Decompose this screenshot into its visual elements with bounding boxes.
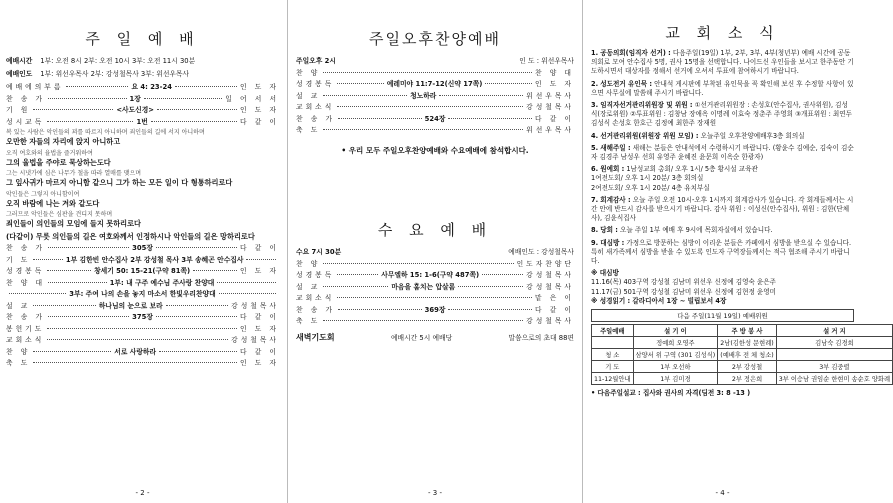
wednesday-leader: 예배인도 : 강성철목사 bbox=[508, 248, 574, 256]
table-cell: 2남(김한성 문현례) bbox=[718, 337, 777, 349]
news-item-text: 1남성교회 총회/ 오후 1시/ 5층 황시설 교육관 1여전도회/ 오후 1시 20분/ 3층 회의실 2여전도회/ 오후 1시 20분/ 4층 유치부실 bbox=[591, 165, 758, 192]
order-row bbox=[296, 306, 574, 316]
order-item-label: 설 교 bbox=[296, 91, 321, 100]
dotted-leader bbox=[33, 362, 237, 363]
order-item-leader: 강성철목사 bbox=[231, 301, 279, 310]
order-row bbox=[6, 336, 279, 346]
table-cell bbox=[776, 349, 892, 361]
column-divider bbox=[287, 0, 288, 503]
dotted-leader bbox=[166, 305, 229, 306]
responsive-line: 오직 여호와의 율법을 즐거워하여 bbox=[6, 149, 93, 157]
order-item-leader: 인 도 자 bbox=[239, 267, 280, 275]
order-item-leader: 일 어 서 서 bbox=[225, 94, 280, 103]
order-item-content: 창세기 50: 15-21(구약 81쪽) bbox=[94, 267, 191, 275]
news-item bbox=[591, 49, 854, 77]
dotted-leader bbox=[159, 351, 237, 352]
bible-reading: ※ 성경읽기 : 갈라디아서 1장 ~ 빌립보서 4장 bbox=[591, 296, 727, 305]
dotted-leader bbox=[217, 282, 276, 283]
table-cell: 2부 강성철 bbox=[718, 361, 777, 373]
visit-schedule bbox=[591, 278, 854, 296]
dawn-prayer-info: 예배시간 5시 예배당 bbox=[390, 333, 453, 342]
order-of-worship bbox=[6, 83, 279, 127]
dotted-leader bbox=[47, 339, 228, 340]
dotted-leader bbox=[156, 316, 237, 317]
dotted-leader bbox=[485, 83, 532, 84]
news-item-text: 안내석 게시판에 부착된 유인묵을 꼭 확인해 보신 후 수정할 사항이 있으면 사무실에 말씀해 주시기 바랍니다. bbox=[591, 79, 854, 97]
dotted-leader bbox=[48, 247, 129, 248]
news-item-number: 8. bbox=[591, 226, 599, 235]
news-item-number: 1. bbox=[591, 49, 599, 57]
order-item-leader: 다 같 이 bbox=[239, 313, 280, 321]
dotted-leader bbox=[337, 297, 532, 298]
order-item-leader: 강성철목사 bbox=[526, 317, 574, 325]
news-item bbox=[591, 144, 854, 162]
order-item-leader: 강성철목사 bbox=[526, 103, 574, 111]
visit-line: 11.17(금) 501구역 강성철 김남미 위선우 신정예 김현정 윤영미 bbox=[591, 287, 777, 296]
news-list bbox=[591, 49, 854, 266]
table-cell: 2부 정은희 bbox=[718, 373, 777, 385]
wednesday-time: 수요 7시 30분 bbox=[296, 248, 342, 256]
order-item-label: 성경봉독 bbox=[296, 80, 335, 88]
order-item-leader: 인 도 자 bbox=[239, 359, 279, 367]
dotted-leader bbox=[9, 293, 66, 294]
order-item-content: 524장 bbox=[424, 114, 446, 123]
order-item-content: 하나님의 눈으로 보라 bbox=[98, 301, 163, 310]
responsive-line: 그의 율법을 주야로 묵상하는도다 bbox=[6, 157, 111, 167]
table-cell: 1부 오선하 bbox=[633, 361, 718, 373]
wednesday-order bbox=[296, 260, 574, 327]
news-item-number: 9. bbox=[591, 238, 599, 247]
dotted-leader bbox=[157, 109, 237, 110]
table-cell: 청 소 bbox=[592, 349, 634, 361]
news-item-heading: 공동의회(임직자 선거) : bbox=[600, 49, 671, 57]
dotted-leader bbox=[156, 247, 237, 248]
order-item-label: 축 도 bbox=[296, 317, 321, 325]
news-item-text: 새해는 분들은 안내석에서 수령하시기 바랍니다. (황윤수 김예순, 김숙이 김순자 김경주 남성우 선희 유영주 윤혜진 윤문희 이옥순 한광자) bbox=[591, 143, 854, 162]
order-item-label: 찬 송 가 bbox=[6, 244, 46, 252]
table-cell: 1부 김미경 bbox=[633, 373, 718, 385]
page-4-church-news bbox=[585, 0, 891, 503]
order-row bbox=[296, 69, 574, 79]
visit-line: 11.16(목) 403구역 강성철 김남미 위선우 신정예 김영숙 윤은주 bbox=[591, 278, 777, 287]
dotted-leader bbox=[175, 86, 237, 87]
afternoon-service-title: 주일오후찬양예배 bbox=[369, 30, 501, 48]
order-item-label: 축 도 bbox=[296, 126, 321, 134]
dotted-leader bbox=[323, 95, 407, 96]
news-item bbox=[591, 239, 854, 267]
news-item-heading: 대심방 : bbox=[600, 238, 625, 247]
order-item-content: 요 4: 23-24 bbox=[131, 83, 172, 91]
visit-title: ※ 대심방 bbox=[591, 269, 619, 278]
dotted-leader bbox=[323, 286, 388, 287]
table-cell: 3부 김중렬 bbox=[776, 361, 892, 373]
dotted-leader bbox=[338, 118, 422, 119]
order-item-leader: 인도자찬양단 bbox=[516, 259, 574, 268]
news-item bbox=[591, 132, 854, 141]
responsive-line: 오만한 자들의 자리에 앉지 아니하고 bbox=[6, 137, 121, 146]
news-item-number: 5. bbox=[591, 143, 599, 152]
dotted-leader bbox=[47, 270, 91, 271]
order-item-content: 1부 김한빈 안수집사 2부 강성철 목사 3부 송혜곤 안수집사 bbox=[65, 255, 244, 264]
order-item-leader: 찬 양 대 bbox=[534, 68, 574, 77]
order-item-label: 설 교 bbox=[6, 301, 31, 310]
order-row bbox=[296, 92, 574, 102]
order-item-leader: 위선우목사 bbox=[526, 91, 574, 100]
order-item-leader: 인 도 자 bbox=[534, 80, 575, 88]
dotted-leader bbox=[193, 270, 237, 271]
news-item-text: 가정으로 방문하는 심방이 이리운 분들은 카페에서 심방을 받으실 수 있습니다. 특히 새가족께서 심방을 받을 수 있도록 인도자 구역장들께서는 적극 협조해 주시기 바랍니다. bbox=[591, 238, 852, 266]
order-row bbox=[6, 313, 279, 323]
responsive-line: 죄인들이 의인들의 모임에 들지 못하리로다 bbox=[6, 219, 141, 228]
order-item-leader: 강성철목사 bbox=[526, 271, 574, 279]
page-number: - 4 - bbox=[715, 489, 730, 497]
order-row bbox=[6, 267, 279, 277]
order-item-leader: 인 도 자 bbox=[239, 83, 280, 91]
dotted-leader bbox=[439, 95, 523, 96]
order-item-leader: 인 도 자 bbox=[239, 106, 280, 114]
news-item bbox=[591, 165, 854, 193]
order-item-label: 축 도 bbox=[6, 359, 31, 367]
dotted-leader bbox=[33, 351, 111, 352]
afternoon-leader: 인 도 : 위선우목사 bbox=[519, 57, 574, 65]
news-item-number: 2. bbox=[591, 79, 599, 88]
page-number: - 3 - bbox=[428, 489, 442, 497]
order-row bbox=[296, 126, 574, 136]
dotted-leader bbox=[323, 72, 532, 73]
dotted-leader bbox=[337, 83, 384, 84]
order-item-leader: 다 같 이 bbox=[239, 244, 280, 252]
dotted-leader bbox=[48, 282, 107, 283]
order-of-worship-2 bbox=[6, 244, 279, 369]
order-item-content: 1번 bbox=[136, 117, 148, 126]
dotted-leader bbox=[33, 305, 96, 306]
dotted-leader bbox=[246, 259, 276, 260]
order-row bbox=[6, 325, 279, 335]
dotted-leader bbox=[448, 309, 532, 310]
order-row bbox=[6, 106, 279, 116]
order-row bbox=[6, 256, 279, 266]
order-item-label: 기 원 bbox=[6, 106, 31, 114]
order-row bbox=[296, 283, 574, 293]
order-item-leader: 위선우목사 bbox=[526, 126, 574, 134]
news-item-heading: 성도전거 유인묵 : bbox=[600, 79, 653, 88]
order-item-leader: 다 같 이 bbox=[534, 305, 575, 314]
dotted-leader bbox=[144, 98, 222, 99]
dotted-leader bbox=[323, 320, 523, 321]
page-number: - 2 - bbox=[135, 489, 150, 497]
order-item-content: 청노하라 bbox=[410, 91, 437, 100]
order-item-leader: 다 같 이 bbox=[239, 347, 279, 356]
news-item bbox=[591, 101, 854, 129]
order-row bbox=[296, 294, 574, 304]
order-row bbox=[6, 359, 279, 369]
news-item-text: 오늘 주일 1부 예배 후 9시에 목회자실에서 있습니다. bbox=[619, 226, 773, 235]
order-item-content: 1장 bbox=[129, 94, 141, 103]
order-item-label: 찬 송 가 bbox=[296, 114, 336, 123]
news-item-heading: 선거관리위원(위원장 위원 모임) : bbox=[600, 131, 699, 140]
dotted-leader bbox=[323, 263, 513, 264]
order-row bbox=[6, 279, 279, 289]
dotted-leader bbox=[219, 293, 276, 294]
table-cell: 정예희 오영주 bbox=[633, 337, 718, 349]
responsive-line: 그 잎사귀가 마르지 아니함 같으니 그가 하는 모든 일이 다 형통하리로다 bbox=[6, 178, 233, 187]
order-item-label: 설 교 bbox=[296, 282, 321, 291]
table-cell: 주일예배 bbox=[592, 325, 634, 337]
order-item-label: 예배에의부름 bbox=[6, 83, 64, 91]
order-item-label: 봉헌기도 bbox=[6, 324, 45, 333]
next-week-header: 다음 주일(11월 19일) 예배위원 bbox=[591, 309, 854, 322]
table-row bbox=[592, 337, 893, 349]
order-item-leader: 맡 은 이 bbox=[534, 294, 574, 302]
news-item-heading: 원예회 : bbox=[600, 165, 625, 174]
church-news-title: 교 회 소 식 bbox=[665, 24, 780, 42]
order-item-content: 375장 bbox=[132, 313, 153, 321]
table-row bbox=[592, 349, 893, 361]
attendance-note: • 우리 모두 주일오후찬양예배와 수요예배에 참석합시다. bbox=[341, 145, 529, 155]
table-cell: 주 방 봉 사 bbox=[718, 325, 777, 337]
table-cell: 기 도 bbox=[592, 361, 634, 373]
dotted-leader bbox=[151, 121, 237, 122]
afternoon-order bbox=[296, 69, 574, 136]
order-item-content: 마음을 훔치는 압살롬 bbox=[391, 282, 456, 291]
order-item-content: 예레미야 11:7-12(신약 17쪽) bbox=[386, 80, 483, 88]
dotted-leader bbox=[47, 121, 133, 122]
news-item-number: 3. bbox=[591, 101, 599, 110]
news-item-text: 다음주일(19일) 1부, 2부, 3부, 4부(청년부) 예배 시간에 공동의회로 모여 안수집사 5명, 권사 15명을 선택합니다. 나이드신 우인들을 보시고 한주동안 기도하시면서 대상자를 정해서 선거에 오셔서 투표에 참여하시기 바랍니다. bbox=[591, 49, 854, 76]
table-cell bbox=[592, 337, 634, 349]
dotted-leader bbox=[337, 274, 378, 275]
service-time-text: 1부: 오전 8시 2부: 오전 10시 3부: 오전 11시 30분 bbox=[40, 57, 196, 65]
order-item-label: 찬 송 가 bbox=[296, 305, 336, 314]
sunday-service-title: 주 일 예 배 bbox=[85, 30, 200, 48]
dotted-leader bbox=[66, 86, 128, 87]
order-item-label: 찬 양 대 bbox=[6, 278, 46, 287]
order-item-content: 305장 bbox=[132, 244, 153, 252]
page-2-sunday-service bbox=[0, 0, 285, 503]
order-item-content: 369장 bbox=[424, 305, 446, 314]
order-item-label: 기 도 bbox=[6, 255, 31, 264]
order-row bbox=[6, 95, 279, 105]
order-item-label: 교회소식 bbox=[6, 336, 45, 344]
service-time-row bbox=[6, 70, 279, 80]
order-row bbox=[6, 244, 279, 254]
dotted-leader bbox=[33, 259, 63, 260]
table-cell: 삼양서 위 구역 (301 김성식) bbox=[633, 349, 718, 361]
dotted-leader bbox=[482, 274, 523, 275]
order-item-content: <사도신경> bbox=[116, 106, 154, 114]
news-item-text: 오늘 주일 오전 10시-오후 1시까지 회계감사가 있습니다. 각 회계들께서는 시간 안에 반드시 감사를 받으시기 바랍니다. 감사 위원 : 이성신(안수집사), 위원 : 김한(단체사), 김윤식집사 bbox=[591, 195, 854, 223]
news-item bbox=[591, 226, 854, 235]
order-row bbox=[296, 80, 574, 90]
table-row bbox=[592, 373, 893, 385]
table-cell: 3부 이승남 권임순 한현미 송순호 양화례 bbox=[776, 373, 892, 385]
responsive-line: 오직 바람에 나는 겨와 같도다 bbox=[6, 198, 100, 208]
order-item-label: 찬 송 가 bbox=[6, 94, 46, 103]
table-cell: 김남숙 김경희 bbox=[776, 337, 892, 349]
order-row bbox=[6, 83, 279, 93]
news-item-text: 오늘주일 오후찬양예배후3층 회의실 bbox=[700, 131, 805, 140]
next-sermon: • 다음주일설교 : 집사와 권사의 자격(딤전 3: 8 -13 ) bbox=[591, 389, 751, 398]
news-item-heading: 회계감사 : bbox=[600, 195, 631, 204]
order-item-label: 찬 양 bbox=[296, 259, 321, 268]
order-row bbox=[296, 317, 574, 327]
dotted-leader bbox=[48, 98, 126, 99]
order-item-label: 찬 양 bbox=[6, 347, 31, 356]
dotted-leader bbox=[323, 129, 523, 130]
news-item bbox=[591, 196, 854, 224]
responsive-line: 그는 시냇가에 심은 나무가 철을 따라 열매를 맺으며 bbox=[6, 170, 142, 177]
order-row bbox=[6, 302, 279, 312]
dotted-leader bbox=[458, 286, 523, 287]
table-cell: (예배후 전 체 청소) bbox=[718, 349, 777, 361]
news-item-number: 7. bbox=[591, 195, 599, 204]
order-item-leader: 다 같 이 bbox=[239, 117, 279, 126]
service-time-label: 예배인도 bbox=[6, 69, 33, 78]
responsive-line: 복 있는 사람은 악인들의 꾀를 따르지 아니하며 죄인들의 길에 서지 아니하며 bbox=[6, 129, 205, 136]
dotted-leader bbox=[48, 316, 129, 317]
table-cell: 11-12월안내 bbox=[592, 373, 634, 385]
order-row bbox=[296, 260, 574, 270]
order-row bbox=[6, 290, 279, 300]
order-item-content: 3부: 주여 나의 손을 놓지 마소서 한빛우리찬양대 bbox=[69, 290, 216, 298]
responsive-line: (다같이) 무릇 의인들의 길은 여호와께서 인정하시나 악인들의 길은 망하리로다 bbox=[6, 231, 255, 241]
order-item-label: 교회소식 bbox=[296, 294, 335, 302]
order-item-label: 찬 양 bbox=[296, 68, 321, 77]
wednesday-service-title: 수 요 예 배 bbox=[377, 221, 493, 239]
order-item-content: 서로 사랑하라 bbox=[114, 347, 157, 356]
dotted-leader bbox=[338, 309, 422, 310]
service-times bbox=[6, 57, 279, 79]
responsive-line: 그러므로 악인들은 심판을 견디지 못하며 bbox=[6, 211, 113, 218]
service-time-label: 예배시간 bbox=[6, 57, 33, 65]
order-item-leader: 강성철목사 bbox=[526, 282, 574, 291]
responsive-line: 악인들은 그렇지 아니함이여 bbox=[6, 190, 80, 198]
table-row bbox=[592, 361, 893, 373]
news-item-number: 4. bbox=[591, 131, 599, 140]
order-row bbox=[296, 115, 574, 125]
news-item-heading: 임직자선거관리위원장 및 위원 : bbox=[600, 101, 693, 110]
order-row bbox=[6, 118, 279, 128]
worship-volunteers-table bbox=[591, 324, 893, 385]
news-item-number: 6. bbox=[591, 165, 599, 174]
order-item-label: 성경봉독 bbox=[6, 267, 45, 275]
order-row bbox=[296, 103, 574, 113]
dawn-prayer-reading: 말씀으로의 초대 88편 bbox=[508, 333, 574, 342]
news-item-heading: 당회 : bbox=[600, 226, 618, 235]
responsive-reading bbox=[6, 129, 279, 241]
afternoon-time: 주일오후 2시 bbox=[296, 57, 336, 65]
table-cell: 설 기 이 bbox=[633, 325, 718, 337]
dotted-leader bbox=[33, 109, 113, 110]
order-item-content: 사무엘하 15: 1-6(구약 487쪽) bbox=[381, 271, 480, 279]
order-item-label: 찬 송 가 bbox=[6, 313, 46, 321]
news-item bbox=[591, 80, 854, 98]
news-item-text: ①선거관리위원장 : 손성호(안수집사, 권사위원), 김성식(장로위원) ②투표위원 : 김창남 장애옥 이명례 이효숙 정춘주 주영희 ③개표위원 : 최연두 김성식 손성호 한호근 김정예 최한주 장재원 bbox=[591, 101, 853, 128]
order-row bbox=[296, 271, 574, 281]
dotted-leader bbox=[448, 118, 532, 119]
order-item-label: 성시교독 bbox=[6, 117, 45, 126]
dotted-leader bbox=[47, 328, 237, 329]
page-3-afternoon-service bbox=[290, 0, 580, 503]
dawn-prayer-label: 새벽기도회 bbox=[296, 332, 335, 342]
order-item-label: 성경봉독 bbox=[296, 271, 335, 279]
order-item-label: 교회소식 bbox=[296, 103, 335, 111]
service-time-text: 1부: 위선우목사 2부: 강성철목사 3부: 위선우목사 bbox=[40, 69, 190, 78]
service-time-row bbox=[6, 57, 279, 67]
order-row bbox=[6, 348, 279, 358]
order-item-leader: 인 도 자 bbox=[239, 324, 279, 333]
news-item-heading: 새해주일 : bbox=[600, 143, 631, 152]
table-cell: 설 거 지 bbox=[776, 325, 892, 337]
order-item-leader: 강성철목사 bbox=[231, 336, 279, 344]
order-item-leader: 다 같 이 bbox=[534, 114, 575, 123]
dotted-leader bbox=[337, 106, 523, 107]
order-item-content: 1부: 내 구주 예수님 주사랑 찬양대 bbox=[109, 278, 215, 287]
column-divider bbox=[582, 0, 583, 503]
table-row bbox=[592, 325, 893, 337]
